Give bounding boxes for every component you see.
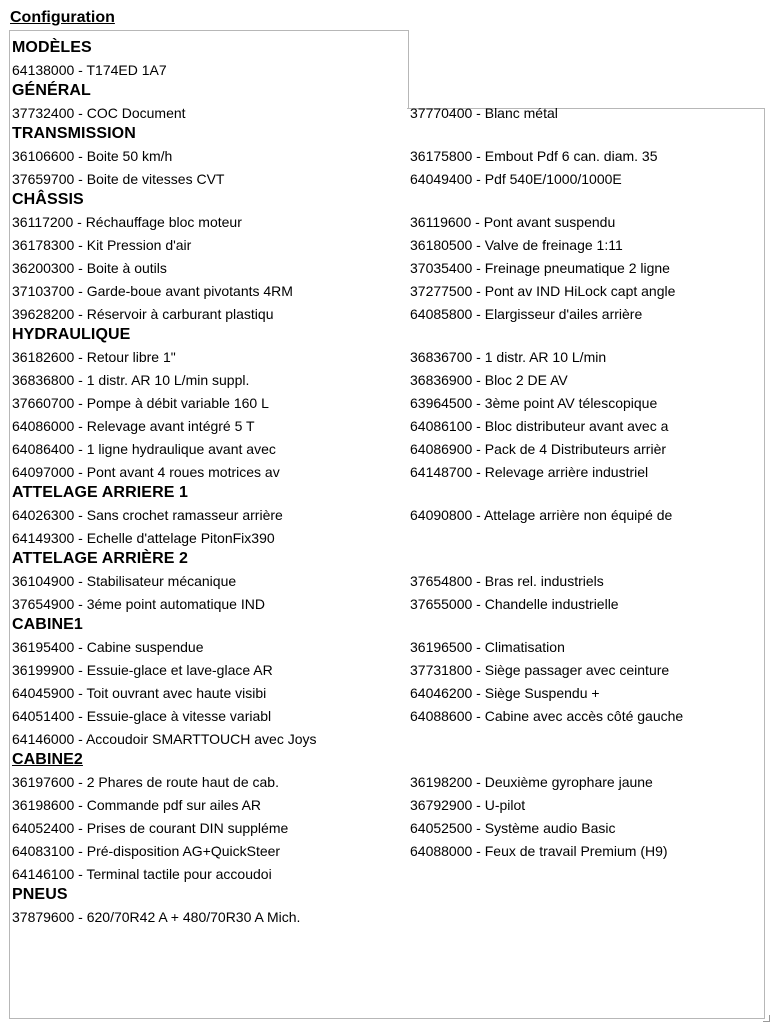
option-row <box>12 210 764 233</box>
option-row <box>12 658 764 681</box>
option-right: 36119600 - Pont avant suspendu <box>410 213 616 230</box>
option-row <box>12 58 764 81</box>
option-left: 37654900 - 3éme point automatique IND <box>12 595 265 612</box>
option-right: 37731800 - Siège passager avec ceinture <box>410 661 670 678</box>
option-left: 37732400 - COC Document <box>12 104 186 121</box>
section-cabine2 <box>12 750 764 885</box>
option-right: 37277500 - Pont av IND HiLock capt angle <box>410 282 676 299</box>
option-row <box>12 727 764 750</box>
option-left: 36104900 - Stabilisateur mécanique <box>12 572 237 589</box>
option-right: 36836900 - Bloc 2 DE AV <box>410 371 568 388</box>
section-pneus <box>12 885 764 928</box>
option-right: 36792900 - U-pilot <box>410 796 526 813</box>
option-left: 37879600 - 620/70R42 A + 480/70R30 A Mich. <box>12 908 301 925</box>
option-row <box>12 302 764 325</box>
section-title: ATTELAGE ARRIERE 1 <box>12 484 189 501</box>
option-right: 63964500 - 3ème point AV télescopique <box>410 394 658 411</box>
page-title: Configuration <box>10 9 115 26</box>
section-title: ATTELAGE ARRIÈRE 2 <box>12 550 189 567</box>
option-row <box>12 816 764 839</box>
option-right: 37655000 - Chandelle industrielle <box>410 595 619 612</box>
option-right: 37770400 - Blanc métal <box>410 104 558 121</box>
option-row <box>12 279 764 302</box>
option-row <box>12 770 764 793</box>
section-ch-ssis <box>12 190 764 325</box>
option-right: 64052500 - Système audio Basic <box>410 819 616 836</box>
section-cabine1 <box>12 615 764 750</box>
option-row <box>12 414 764 437</box>
option-left: 36106600 - Boite 50 km/h <box>12 147 173 164</box>
option-row <box>12 233 764 256</box>
option-left: 36117200 - Réchauffage bloc moteur <box>12 213 242 230</box>
option-left: 64052400 - Prises de courant DIN suppléme <box>12 819 289 836</box>
section-title: MODÈLES <box>12 39 92 56</box>
option-left: 64086000 - Relevage avant intégré 5 T <box>12 417 255 434</box>
section-title: CHÂSSIS <box>12 191 84 208</box>
section-title: GÉNÉRAL <box>12 82 91 99</box>
section-attelage-arriere-1 <box>12 483 764 549</box>
option-left: 36200300 - Boite à outils <box>12 259 167 276</box>
option-row <box>12 460 764 483</box>
option-row <box>12 839 764 862</box>
section-attelage-arri-re-2 <box>12 549 764 615</box>
section-title: HYDRAULIQUE <box>12 326 131 343</box>
option-left: 64026300 - Sans crochet ramasseur arrière <box>12 506 283 523</box>
option-row <box>12 905 764 928</box>
section-g-n-ral <box>12 81 764 124</box>
option-left: 64097000 - Pont avant 4 roues motrices av <box>12 463 280 480</box>
option-row <box>12 862 764 885</box>
section-title: CABINE1 <box>12 616 83 633</box>
option-row <box>12 256 764 279</box>
configuration-list <box>12 38 764 928</box>
option-row <box>12 793 764 816</box>
option-right: 64148700 - Relevage arrière industriel <box>410 463 649 480</box>
section-transmission <box>12 124 764 190</box>
option-right: 36836700 - 1 distr. AR 10 L/min <box>410 348 607 365</box>
option-right: 37654800 - Bras rel. industriels <box>410 572 604 589</box>
option-row <box>12 704 764 727</box>
option-left: 36198600 - Commande pdf sur ailes AR <box>12 796 262 813</box>
option-left: 36836800 - 1 distr. AR 10 L/min suppl. <box>12 371 250 388</box>
option-row <box>12 635 764 658</box>
option-right: 64088000 - Feux de travail Premium (H9) <box>410 842 668 859</box>
option-right: 64085800 - Elargisseur d'ailes arrière <box>410 305 643 322</box>
option-right: 36175800 - Embout Pdf 6 can. diam. 35 <box>410 147 658 164</box>
option-left: 64086400 - 1 ligne hydraulique avant avec <box>12 440 276 457</box>
option-row <box>12 592 764 615</box>
option-row <box>12 681 764 704</box>
option-right: 36198200 - Deuxième gyrophare jaune <box>410 773 653 790</box>
section-mod-les <box>12 38 764 81</box>
resize-handle-icon[interactable] <box>763 1015 770 1022</box>
option-right: 64088600 - Cabine avec accès côté gauche <box>410 707 684 724</box>
option-row <box>12 437 764 460</box>
option-row <box>12 167 764 190</box>
option-left: 37103700 - Garde-boue avant pivotants 4RM <box>12 282 293 299</box>
option-row <box>12 391 764 414</box>
option-left: 36182600 - Retour libre 1" <box>12 348 176 365</box>
option-right: 36196500 - Climatisation <box>410 638 565 655</box>
option-left: 64146000 - Accoudoir SMARTTOUCH avec Joys <box>12 730 317 747</box>
section-title: TRANSMISSION <box>12 125 136 142</box>
section-hydraulique <box>12 325 764 483</box>
option-right: 64049400 - Pdf 540E/1000/1000E <box>410 170 622 187</box>
option-right: 64086900 - Pack de 4 Distributeurs arrièr <box>410 440 667 457</box>
section-title: CABINE2 <box>12 751 83 768</box>
option-right: 64086100 - Bloc distributeur avant avec a <box>410 417 669 434</box>
option-right: 64090800 - Attelage arrière non équipé de <box>410 506 673 523</box>
option-left: 64149300 - Echelle d'attelage PitonFix390 <box>12 529 275 546</box>
option-left: 64146100 - Terminal tactile pour accoudoi <box>12 865 272 882</box>
option-right: 36180500 - Valve de freinage 1:11 <box>410 236 623 253</box>
option-row <box>12 503 764 526</box>
option-row <box>12 144 764 167</box>
option-left: 64138000 - T174ED 1A7 <box>12 61 167 78</box>
option-left: 36199900 - Essuie-glace et lave-glace AR <box>12 661 273 678</box>
option-row <box>12 345 764 368</box>
option-left: 64045900 - Toit ouvrant avec haute visibi <box>12 684 267 701</box>
option-row <box>12 368 764 391</box>
option-row <box>12 526 764 549</box>
option-row <box>12 569 764 592</box>
option-row <box>12 101 764 124</box>
option-left: 64083100 - Pré-disposition AG+QuickSteer <box>12 842 281 859</box>
option-right: 64046200 - Siège Suspendu + <box>410 684 600 701</box>
option-left: 37660700 - Pompe à débit variable 160 L <box>12 394 269 411</box>
option-left: 64051400 - Essuie-glace à vitesse variabl <box>12 707 272 724</box>
option-left: 36197600 - 2 Phares de route haut de cab. <box>12 773 279 790</box>
section-title: PNEUS <box>12 886 68 903</box>
option-left: 36195400 - Cabine suspendue <box>12 638 204 655</box>
option-left: 36178300 - Kit Pression d'air <box>12 236 192 253</box>
option-left: 37659700 - Boite de vitesses CVT <box>12 170 225 187</box>
option-left: 39628200 - Réservoir à carburant plastiqu <box>12 305 274 322</box>
option-right: 37035400 - Freinage pneumatique 2 ligne <box>410 259 670 276</box>
